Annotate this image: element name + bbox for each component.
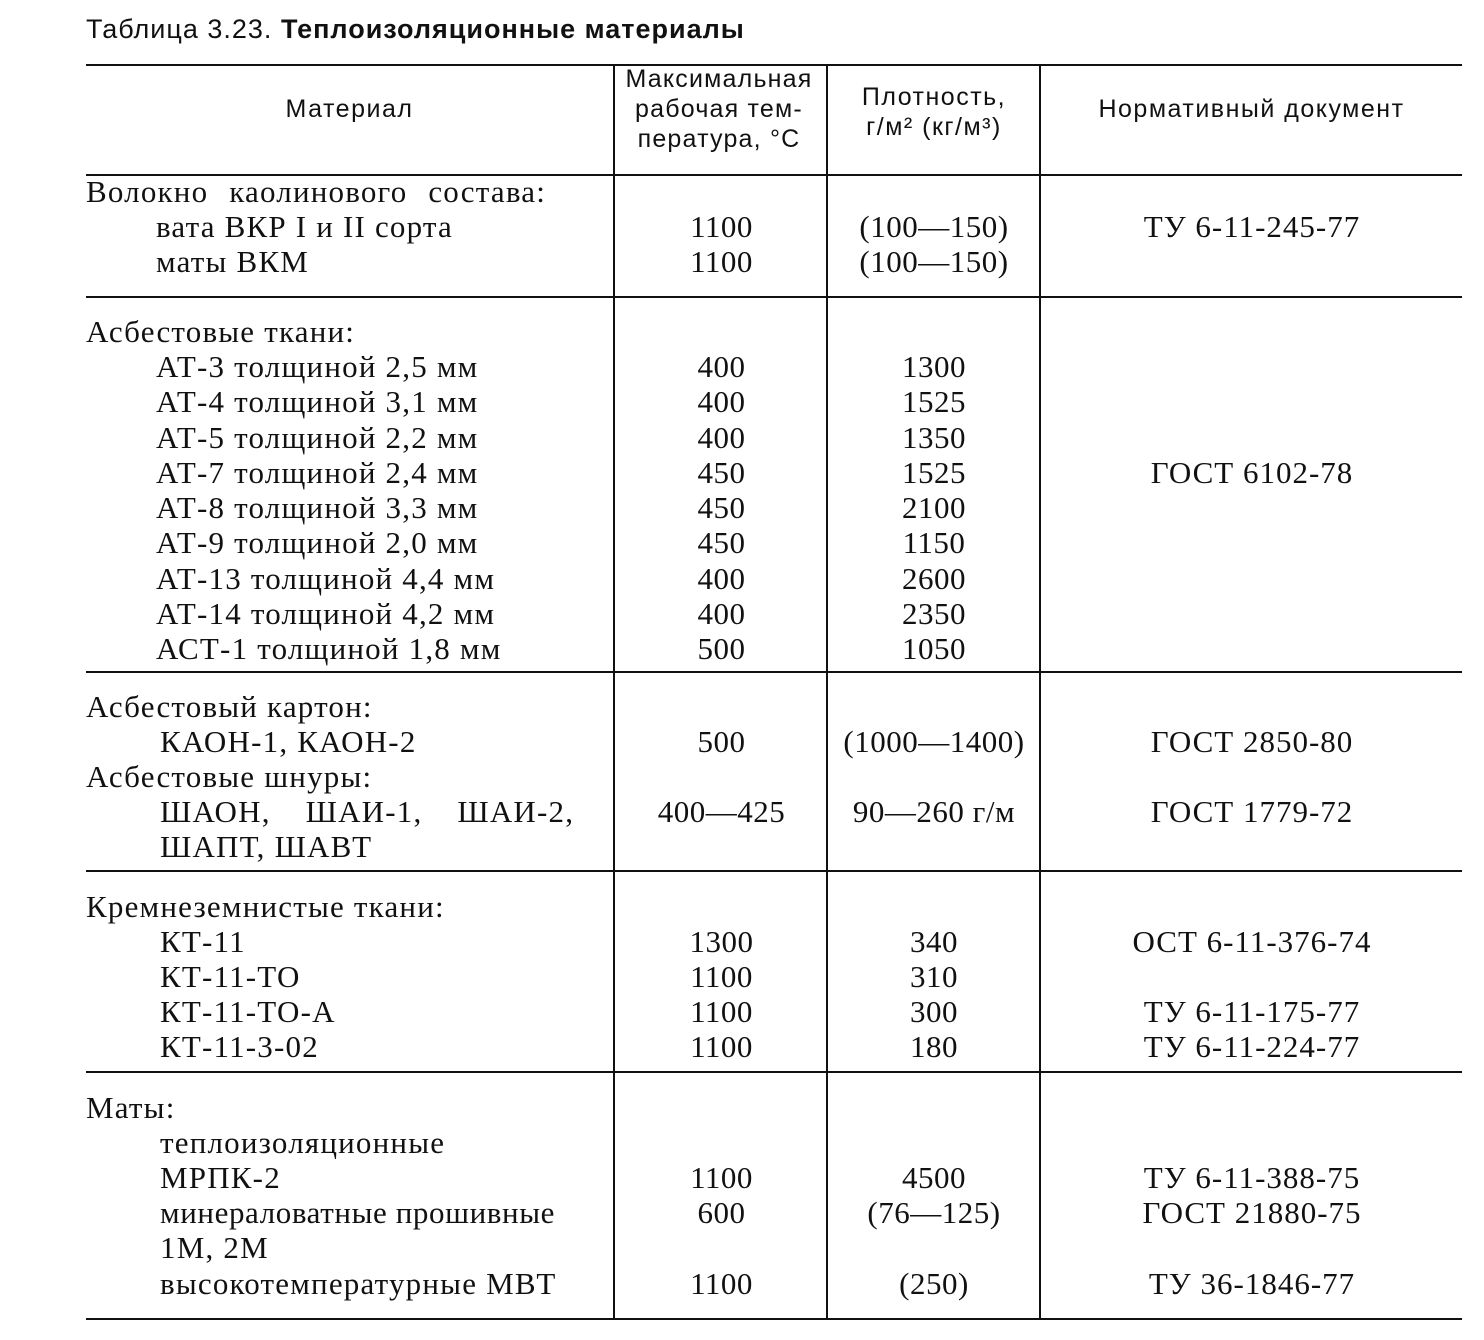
density: 4500 bbox=[902, 1160, 966, 1195]
group-label: Кремнеземнистые ткани: bbox=[86, 889, 445, 924]
column-divider bbox=[613, 64, 615, 1320]
column-divider bbox=[826, 64, 828, 1320]
max-temperature: 500 bbox=[697, 724, 746, 759]
material-name: АТ-4 толщиной 3,1 мм bbox=[156, 384, 479, 419]
normative-document: ОСТ 6-11-376-74 bbox=[1132, 924, 1372, 959]
density: 340 bbox=[910, 924, 958, 959]
max-temperature: 450 bbox=[697, 455, 746, 490]
density: 300 bbox=[910, 994, 958, 1029]
material-name: КТ-11-3-02 bbox=[160, 1029, 319, 1064]
material-name: АТ-14 толщиной 4,2 мм bbox=[156, 596, 496, 631]
material-name-continued: ШАПТ, ШАВТ bbox=[160, 829, 373, 864]
max-temperature: 1100 bbox=[690, 1266, 753, 1301]
max-temperature: 450 bbox=[697, 490, 746, 525]
group-label: Асбестовые ткани: bbox=[86, 314, 356, 349]
density: 2600 bbox=[902, 561, 966, 596]
material-name: АТ-7 толщиной 2,4 мм bbox=[156, 455, 479, 490]
material-name: КТ-11-ТО bbox=[160, 959, 301, 994]
group-divider bbox=[86, 1071, 1462, 1073]
density: (100—150) bbox=[859, 244, 1009, 279]
density: 1350 bbox=[902, 420, 966, 455]
density: (100—150) bbox=[859, 209, 1009, 244]
max-temperature: 1100 bbox=[690, 994, 753, 1029]
max-temperature: 450 bbox=[697, 525, 746, 560]
header-document: Нормативный документ bbox=[1098, 95, 1405, 123]
density: 1300 bbox=[902, 349, 966, 384]
material-name-continued: 1М, 2М bbox=[160, 1230, 269, 1265]
max-temperature: 1100 bbox=[690, 1029, 753, 1064]
material-name: АТ-8 толщиной 3,3 мм bbox=[156, 490, 479, 525]
max-temperature: 1100 bbox=[690, 1160, 753, 1195]
density: 2100 bbox=[902, 490, 966, 525]
density: (1000—1400) bbox=[843, 724, 1025, 759]
material-name: минераловатные прошивные bbox=[160, 1195, 555, 1230]
max-temperature: 1100 bbox=[690, 244, 753, 279]
max-temperature: 400 bbox=[697, 420, 746, 455]
material-name: АТ-5 толщиной 2,2 мм bbox=[156, 420, 479, 455]
max-temperature: 1100 bbox=[690, 959, 753, 994]
normative-document: ГОСТ 1779-72 bbox=[1150, 794, 1354, 829]
material-name: высокотемпературные МВТ bbox=[160, 1266, 557, 1301]
material-name: КТ-11-ТО-А bbox=[160, 994, 336, 1029]
density: 310 bbox=[910, 959, 958, 994]
max-temperature: 1100 bbox=[690, 209, 753, 244]
header-density: Плотность, г/м² (кг/м³) bbox=[861, 83, 1007, 141]
density: 180 bbox=[910, 1029, 958, 1064]
material-name: теплоизоляционные bbox=[160, 1125, 446, 1160]
material-name: ШАОН, ШАИ-1, ШАИ-2, bbox=[160, 794, 575, 829]
max-temperature: 500 bbox=[697, 631, 746, 666]
material-name: КАОН-1, КАОН-2 bbox=[160, 724, 417, 759]
material-name: маты ВКМ bbox=[156, 244, 310, 279]
density: (250) bbox=[899, 1266, 969, 1301]
header-material: Материал bbox=[285, 95, 414, 123]
group-divider bbox=[86, 296, 1462, 298]
material-name: КТ-11 bbox=[160, 924, 246, 959]
normative-document: ГОСТ 6102-78 bbox=[1150, 455, 1354, 490]
density: 1150 bbox=[902, 525, 966, 560]
normative-document: ГОСТ 2850-80 bbox=[1150, 724, 1354, 759]
density: 2350 bbox=[902, 596, 966, 631]
normative-document: ТУ 6-11-388-75 bbox=[1143, 1160, 1361, 1195]
max-temperature: 1300 bbox=[689, 924, 754, 959]
column-divider bbox=[1039, 64, 1041, 1320]
caption-prefix: Таблица 3.23. bbox=[86, 14, 273, 44]
material-name-continued: МРПК-2 bbox=[160, 1160, 281, 1195]
group-divider bbox=[86, 671, 1462, 673]
group-divider bbox=[86, 870, 1462, 872]
density: (76—125) bbox=[867, 1195, 1001, 1230]
group-label: Маты: bbox=[86, 1090, 176, 1125]
table-bottom-rule bbox=[86, 1318, 1462, 1320]
normative-document: ТУ 36-1846-77 bbox=[1148, 1266, 1356, 1301]
max-temperature: 400—425 bbox=[657, 794, 786, 829]
normative-document: ТУ 6-11-175-77 bbox=[1143, 994, 1361, 1029]
density: 1050 bbox=[902, 631, 966, 666]
group-label: Волокно каолинового состава: bbox=[86, 174, 547, 209]
density: 1525 bbox=[902, 384, 966, 419]
density: 90—260 г/м bbox=[852, 794, 1016, 829]
max-temperature: 400 bbox=[697, 596, 746, 631]
group-label: Асбестовые шнуры: bbox=[86, 759, 373, 794]
material-name: АСТ-1 толщиной 1,8 мм bbox=[156, 631, 502, 666]
material-name: вата ВКР I и II сорта bbox=[156, 209, 454, 244]
max-temperature: 600 bbox=[697, 1195, 746, 1230]
group-label: Асбестовый картон: bbox=[86, 689, 373, 724]
max-temperature: 400 bbox=[697, 561, 746, 596]
caption-title: Теплоизоляционные материалы bbox=[280, 14, 745, 44]
max-temperature: 400 bbox=[697, 349, 746, 384]
material-name: АТ-3 толщиной 2,5 мм bbox=[156, 349, 479, 384]
normative-document: ТУ 6-11-224-77 bbox=[1143, 1029, 1361, 1064]
max-temperature: 400 bbox=[697, 384, 746, 419]
header-temperature: Максимальная рабочая тем- пература, °C bbox=[625, 65, 813, 153]
material-name: АТ-9 толщиной 2,0 мм bbox=[156, 525, 479, 560]
normative-document: ТУ 6-11-245-77 bbox=[1143, 209, 1361, 244]
material-name: АТ-13 толщиной 4,4 мм bbox=[156, 561, 496, 596]
normative-document: ГОСТ 21880-75 bbox=[1142, 1195, 1362, 1230]
density: 1525 bbox=[902, 455, 966, 490]
table-caption bbox=[86, 14, 745, 45]
